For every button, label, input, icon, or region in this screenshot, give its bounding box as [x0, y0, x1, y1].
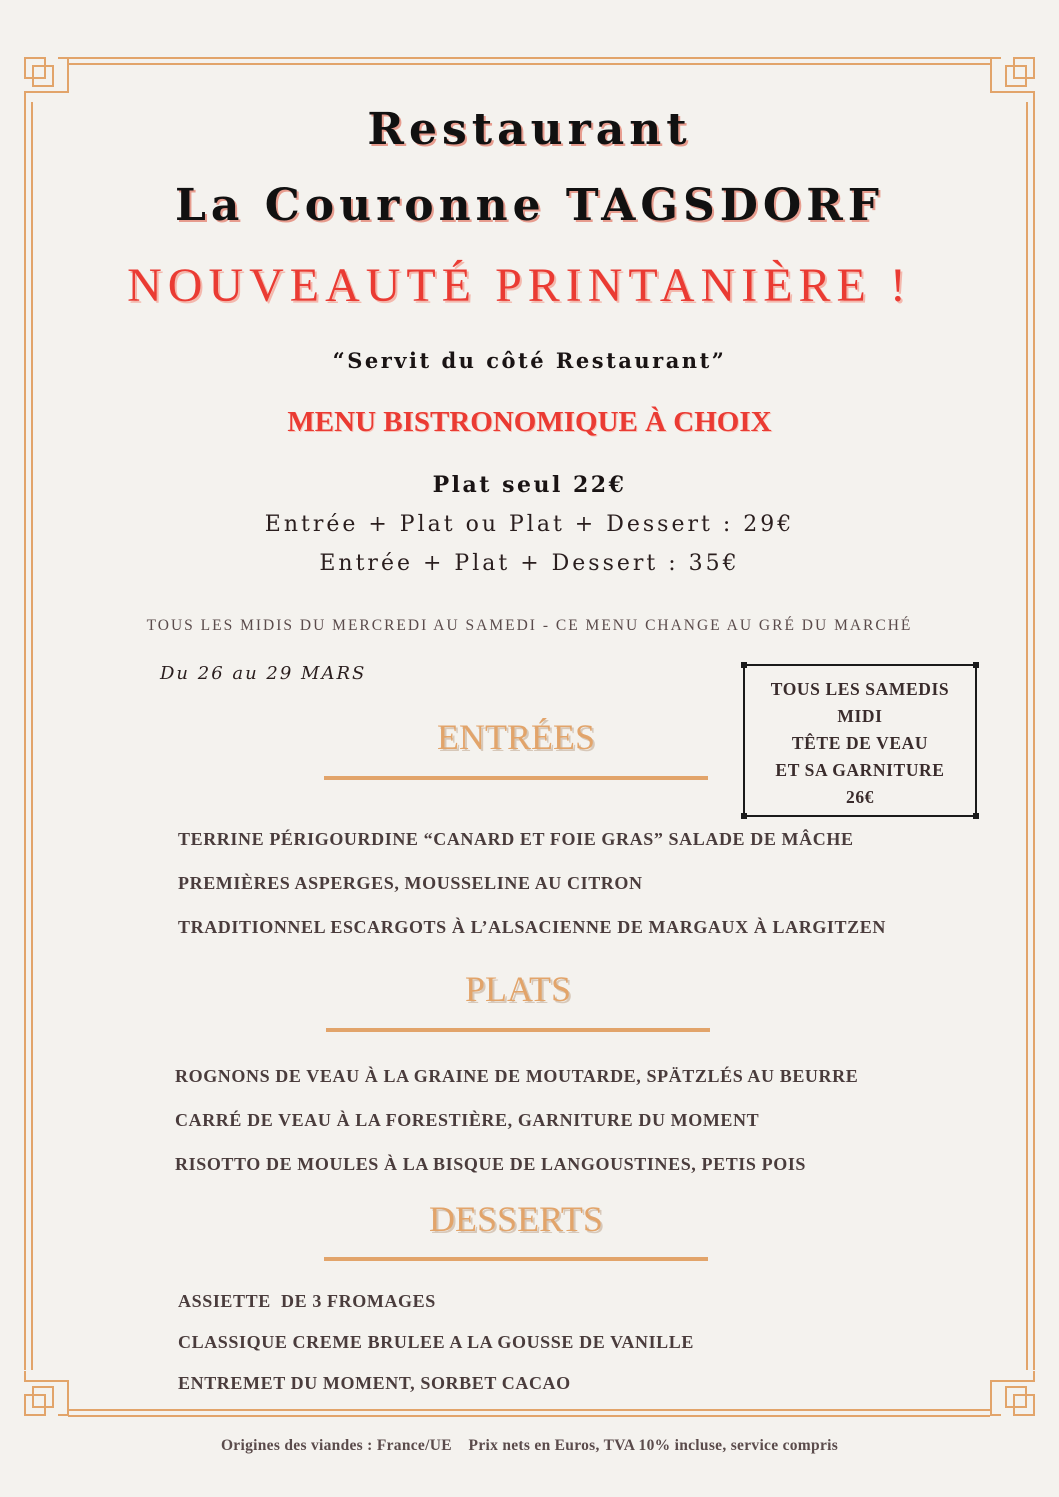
date-range: Du 26 au 29 MARS — [160, 663, 367, 684]
menu-item: ROGNONS DE VEAU À LA GRAINE DE MOUTARDE, SPÄTZLÉS AU BEURRE — [175, 1066, 859, 1086]
special-line: MIDI — [837, 706, 883, 726]
menu-item: PREMIÈRES ASPERGES, MOUSSELINE AU CITRON — [178, 873, 643, 893]
footer-prices-note: Prix nets en Euros, TVA 10% incluse, service compris — [468, 1437, 839, 1454]
menu-title: MENU BISTRONOMIQUE À CHOIX — [287, 406, 772, 438]
footer-origins: Origines des viandes : France/UE — [220, 1437, 452, 1454]
price-plat-seul: Plat seul 22€ — [432, 472, 627, 498]
section-title-entrees: ENTRÉES — [437, 717, 595, 757]
corner-ornament-bottom-right — [989, 1370, 1035, 1416]
section-title-plats: PLATS — [464, 969, 572, 1009]
section-rule — [324, 776, 708, 780]
menu-item: TRADITIONNEL ESCARGOTS À L’ALSACIENNE DE MARGAUX À LARGITZEN — [178, 917, 886, 937]
corner-ornament-top-right — [989, 57, 1035, 103]
corner-ornament-top-left — [24, 57, 70, 103]
service-note: TOUS LES MIDIS DU MERCREDI AU SAMEDI - CE MENU CHANGE AU GRÉ DU MARCHÉ — [146, 617, 913, 634]
headline: NOUVEAUTÉ PRINTANIÈRE ! — [127, 259, 912, 312]
price-formule-3: Entrée + Plat + Dessert : 35€ — [319, 551, 740, 576]
subtitle: “Servit du côté Restaurant” — [332, 348, 727, 373]
price-formule-2: Entrée + Plat ou Plat + Dessert : 29€ — [264, 512, 795, 537]
restaurant-name: La Couronne TAGSDORF — [174, 180, 885, 231]
section-rule — [326, 1028, 710, 1032]
section-title-desserts: DESSERTS — [429, 1199, 603, 1239]
menu-item: CLASSIQUE CREME BRULEE A LA GOUSSE DE VANILLE — [178, 1332, 694, 1352]
restaurant-label: Restaurant — [367, 104, 692, 155]
menu-item: TERRINE PÉRIGOURDINE “CANARD ET FOIE GRAS” SALADE DE MÂCHE — [178, 829, 854, 849]
menu-item: RISOTTO DE MOULES À LA BISQUE DE LANGOUSTINES, PETIS POIS — [175, 1154, 807, 1174]
special-line: ET SA GARNITURE — [775, 760, 945, 780]
special-box — [743, 664, 977, 817]
menu-item: CARRÉ DE VEAU À LA FORESTIÈRE, GARNITURE DU MOMENT — [175, 1110, 760, 1130]
corner-ornament-bottom-left — [24, 1370, 70, 1416]
menu-item: ENTREMET DU MOMENT, SORBET CACAO — [178, 1373, 571, 1393]
footer — [0, 1437, 1059, 1455]
menu-item: ASSIETTE DE 3 FROMAGES — [178, 1291, 436, 1311]
special-line: TÊTE DE VEAU — [791, 733, 929, 753]
special-price: 26€ — [845, 787, 875, 807]
special-line: TOUS LES SAMEDIS — [770, 679, 950, 699]
section-rule — [324, 1257, 708, 1261]
